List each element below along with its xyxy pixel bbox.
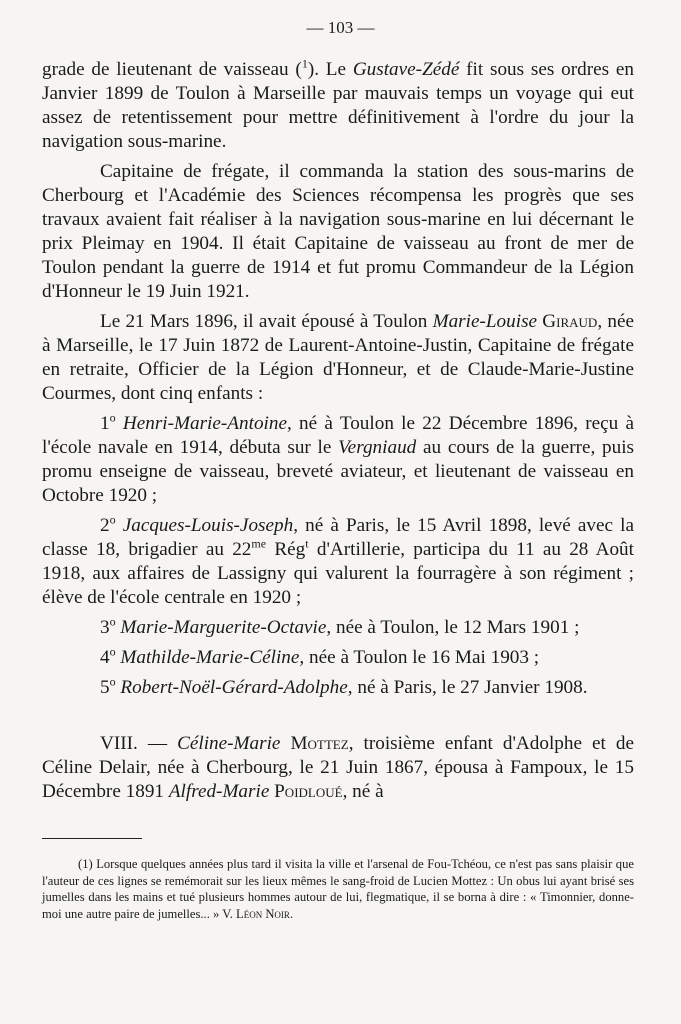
child-5: 5$^o$ Robert-Noël-Gérard-Adolphe, né à Paris, le 27 Janvier 1908. <box>100 674 588 698</box>
footnote: (1) Lorsque quelques années plus tard il visita la ville et l'arsenal de Fou-Tchéou, ce n'est pas sans plaisir que l'auteur de ces lignes se remémorait sur les lieux mêmes le sang-froid de Lucien Mottez : Un obus lui ayant brisé ses jumelles dans les mains et tué plusieurs hommes autour de lui, flegmatique, il se borna à dire : « Timonnier, donne-moi une autre paire de jumelles... » V. Léon Noir. <box>42 857 634 921</box>
ship-name: Gustave-Zédé <box>352 59 460 80</box>
child-3: 3$^o$ Marie-Marguerite-Octavie, née à Toulon, le 12 Mars 1901 ; <box>100 614 580 638</box>
footnote-signature: Léon Noir <box>236 906 290 921</box>
child-4: 4$^o$ Mathilde-Marie-Céline, née à Toulon le 16 Mai 1903 ; <box>100 644 540 668</box>
page-number: — 103 — <box>306 18 375 37</box>
paragraph-marriage: Le 21 Mars 1896, il avait épousé à Toulon Marie-Louise Giraud, née à Marseille, le 17 Juin 1872 de Laurent-Antoine-Justin, Capitaine de frégate en retraite, Officier de la Légion d'Honneur, et de Claude-Marie-Justine Courmes, dont cinq enfants : <box>42 311 634 404</box>
child-2: 2$^o$ Jacques-Louis-Joseph, né à Paris, le 15 Avril 1898, levé avec la classe 18, brigadier au $22^{me}$ Rég$^t$ d'Artillerie, participa du 11 au 28 Août 1918, aux affaires de Lassigny qui valurent la fourragère à son régiment ; élève de l'école centrale en 1920 ; <box>42 512 634 608</box>
child-1: 1$^o$ Henri-Marie-Antoine, né à Toulon le 22 Décembre 1896, reçu à l'école navale en 1914, débuta sur le Vergniaud au cours de la guerre, puis promu enseigne de vaisseau, breveté aviateur, et lieutenant de vaisseau en Octobre 1920 ; <box>42 410 635 506</box>
section-viii: VIII. — Céline-Marie Mottez, troisième enfant d'Adolphe et de Céline Delair, née à Cherbourg, le 21 Juin 1867, épousa à Fampoux, le 15 Décembre 1891 Alfred-Marie Poidloué, né à <box>42 733 635 802</box>
main-text <box>42 58 634 804</box>
footnote-divider <box>42 838 142 839</box>
paragraph-rank: grade de lieutenant de vaisseau ($^1$). Le Gustave-Zédé fit sous ses ordres en Janvier 1899 de Toulon à Marseille par mauvais temps un voyage qui eut assez de retentissement pour mettre définitivement à l'ordre du jour la navigation sous-marine. <box>42 56 634 152</box>
paragraph-career: Capitaine de frégate, il commanda la station des sous-marins de Cherbourg et l'Académie des Sciences récompensa les progrès que ses travaux avaient fait réaliser à la navigation sous-marine en lui décernant le prix Pleimay en 1904. Il était Capitaine de vaisseau au front de mer de Toulon pendant la guerre de 1914 et fut promu Commandeur de la Légion d'Honneur le 19 Juin 1921. <box>42 161 634 302</box>
